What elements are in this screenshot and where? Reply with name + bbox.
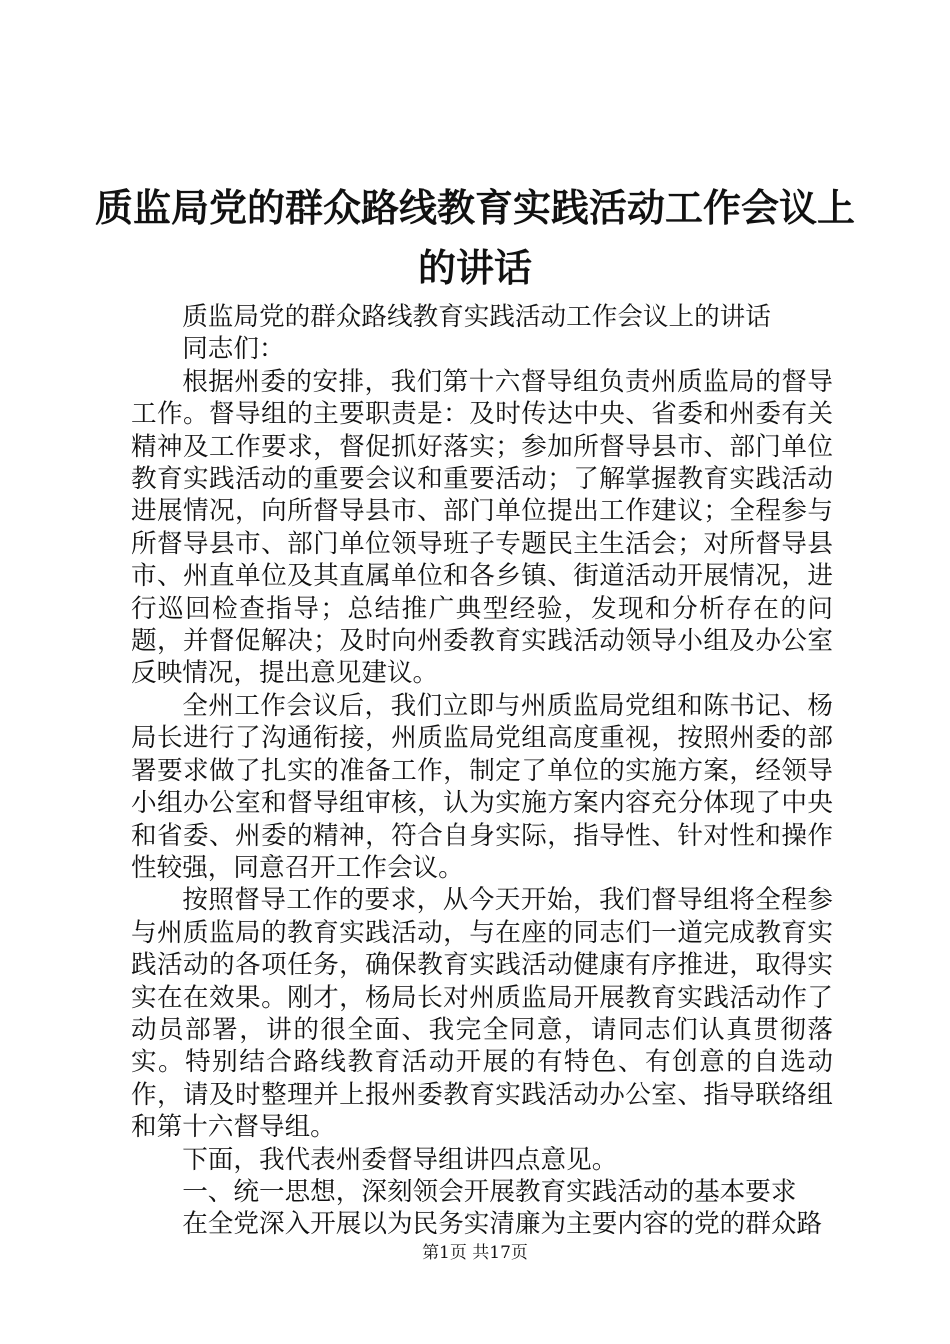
paragraph: 下面，我代表州委督导组讲四点意见。 <box>182 1144 618 1175</box>
section-heading: 一、统一思想，深刻领会开展教育实践活动的基本要求 <box>182 1176 797 1207</box>
document-title-line-1: 质监局党的群众路线教育实践活动工作会议上 <box>94 186 855 230</box>
paragraph: 在全党深入开展以为民务实清廉为主要内容的党的群众路 <box>182 1209 823 1240</box>
document-title-line-2: 的讲话 <box>417 246 532 290</box>
paragraph: 全州工作会议后，我们立即与州质监局党组和陈书记、杨局长进行了沟通衔接，州质监局党组高度重视，按照州委的部署要求做了扎实的准备工作，制定了单位的实施方案，经领导小组办公室和督导组审核，认为实施方案内容充分体现了中央和省委、州委的精神，符合自身实际，指导性、针对性和操作性较强，同意召开工作会议。 <box>131 690 833 883</box>
document-body <box>131 301 833 1241</box>
page-footer: 第1页 共17页 <box>422 1243 528 1263</box>
paragraph: 按照督导工作的要求，从今天开始，我们督导组将全程参与州质监局的教育实践活动，与在座的同志们一道完成教育实践活动的各项任务，确保教育实践活动健康有序推进，取得实实在在效果。刚才，杨局长对州质监局开展教育实践活动作了动员部署，讲的很全面、我完全同意，请同志们认真贯彻落实。特别结合路线教育活动开展的有特色、有创意的自选动作，请及时整理并上报州委教育实践活动办公室、指导联络组和第十六督导组。 <box>131 885 833 1143</box>
paragraph-salutation: 同志们： <box>182 334 285 365</box>
paragraph-subtitle: 质监局党的群众路线教育实践活动工作会议上的讲话 <box>182 302 771 332</box>
paragraph: 根据州委的安排，我们第十六督导组负责州质监局的督导工作。督导组的主要职责是：及时传达中央、省委和州委有关精神及工作要求，督促抓好落实；参加所督导县市、部门单位教育实践活动的重要会议和重要活动；了解掌握教育实践活动进展情况，向所督导县市、部门单位提出工作建议；全程参与所督导县市、部门单位领导班子专题民主生活会；对所督导县市、州直单位及其直属单位和各乡镇、街道活动开展情况，进行巡回检查指导；总结推广典型经验，发现和分析存在的问题，并督促解决；及时向州委教育实践活动领导小组及办公室反映情况，提出意见建议。 <box>131 366 833 689</box>
